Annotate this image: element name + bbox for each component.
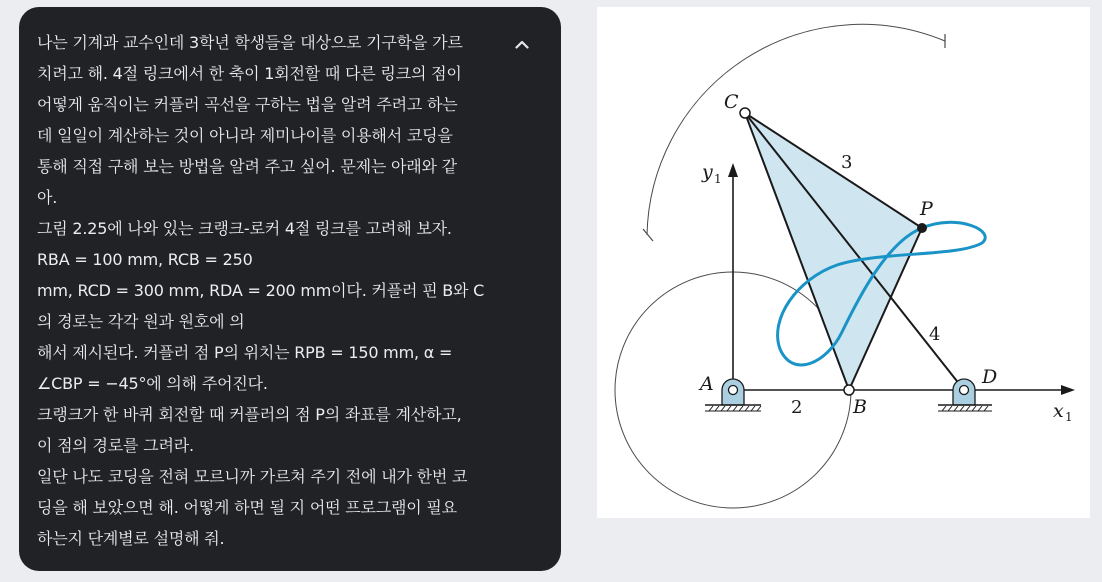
message-line: 데 일일이 계산하는 것이 아니라 제미나이를 이용해서 코딩을	[37, 126, 453, 145]
label-x-axis: x	[1053, 400, 1064, 422]
y-axis-arrow	[728, 163, 738, 177]
message-line: 크랭크가 한 바퀴 회전할 때 커플러의 점 P의 좌표를 계산하고,	[37, 405, 462, 424]
label-b: B	[853, 396, 867, 418]
message-line: 나는 기계과 교수인데 3학년 학생들을 대상으로 기구학을 가르	[37, 33, 463, 52]
message-line: mm, RCD = 300 mm, RDA = 200 mm이다. 커플러 핀 B와 C	[37, 281, 485, 300]
label-link-3: 3	[841, 152, 853, 173]
message-line: 이 점의 경로를 그려라.	[37, 436, 194, 455]
message-line: RBA = 100 mm, RCB = 250	[37, 250, 253, 269]
arc-end-tick	[643, 229, 653, 241]
label-p: P	[920, 198, 933, 220]
joint-c	[740, 108, 750, 118]
message-line: 그림 2.25에 나와 있는 크랭크-로커 4절 링크를 고려해 보자.	[37, 219, 452, 238]
chevron-up-icon	[515, 40, 529, 49]
label-y-axis: y	[702, 161, 713, 183]
message-line: 어떻게 움직이는 커플러 곡선을 구하는 법을 알려 주려고 하는	[37, 95, 458, 114]
label-link-2: 2	[791, 397, 803, 418]
x-axis-arrow	[1061, 385, 1075, 395]
label-d: D	[982, 366, 998, 388]
joint-b	[844, 385, 854, 395]
message-line: 통해 직접 구해 보는 방법을 알려 주고 싶어. 문제는 아래와 같	[37, 157, 457, 176]
coupler-point-p	[917, 223, 927, 233]
message-line: 딩을 해 보았으면 해. 어떻게 하면 될 지 어떤 프로그램이 필요	[37, 498, 457, 517]
label-x-subscript: 1	[1065, 410, 1073, 424]
message-line: 일단 나도 코딩을 전혀 모르니까 가르쳐 주기 전에 내가 한번 코	[37, 467, 468, 486]
collapse-button[interactable]	[511, 33, 533, 55]
message-line: 의 경로는 각각 원과 원호에 의	[37, 312, 245, 331]
label-link-4: 4	[929, 324, 941, 345]
label-a: A	[700, 373, 714, 395]
label-y-subscript: 1	[714, 172, 722, 186]
message-text	[37, 27, 501, 554]
message-line: 치려고 해. 4절 링크에서 한 축이 1회전할 때 다른 링크의 점이	[37, 64, 462, 83]
message-line: ∠CBP = −45°에 의해 주어진다.	[37, 374, 268, 393]
message-line: 해서 제시된다. 커플러 점 P의 위치는 RPB = 150 mm, α =	[37, 343, 453, 362]
message-line: 아.	[37, 188, 58, 207]
label-c: C	[724, 91, 739, 113]
user-message-bubble	[19, 7, 561, 571]
fourbar-linkage-diagram	[597, 7, 1090, 518]
figure-image	[597, 7, 1090, 518]
message-line: 하는지 단계별로 설명해 줘.	[37, 529, 225, 548]
